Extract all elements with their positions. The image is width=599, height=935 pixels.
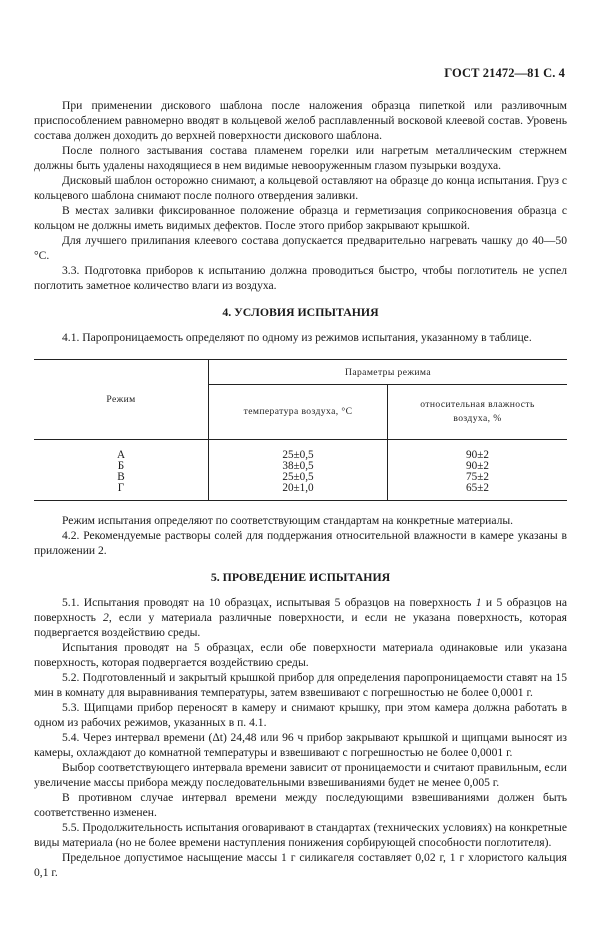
text-run: , если у материала различные поверхности, и если не указана поверхность, которая подвергается воздействию среды.	[34, 611, 567, 639]
cell-humidity: 90±2	[388, 440, 568, 462]
cell-temp: 25±0,5	[209, 440, 388, 462]
paragraph: 4.2. Рекомендуемые растворы солей для поддержания относительной влажности в камере указаны в приложении 2.	[34, 529, 567, 557]
paragraph: При применении дискового шаблона после наложения образца пипеткой или разливочным приспособлением равномерно вводят в кольцевой желоб расплавленный восковой клеевой состав. Уровень состава должен доходить до верхней поверхности дискового шаблона.	[34, 99, 567, 142]
surface-number: 2	[103, 611, 109, 624]
table-header-temp: температура воздуха, °С	[209, 385, 388, 440]
paragraph: Для лучшего прилипания клеевого состава допускается предварительно нагревать чашку до 40—50 °С.	[34, 234, 567, 262]
paragraph: Выбор соответствующего интервала времени зависит от проницаемости и считают правильным, если увеличение массы прибора между последовательными взвешиваниями будет не менее 0,005 г.	[34, 761, 567, 789]
paragraph: Предельное допустимое насыщение массы 1 г силикагеля составляет 0,02 г, 1 г хлористого кальция 0,1 г.	[34, 851, 567, 879]
page-header: ГОСТ 21472—81 С. 4	[444, 66, 565, 80]
paragraph: 5.4. Через интервал времени (Δt) 24,48 или 96 ч прибор закрывают крышкой и щипцами выносят из камеры, охлаждают до комнатной температуры и взвешивают с погрешностью не более 0,0001 г.	[34, 731, 567, 759]
section-4-title: 4. УСЛОВИЯ ИСПЫТАНИЯ	[222, 305, 379, 319]
text-run: 5.1. Испытания проводят на 10 образцах, испытывая 5 образцов на поверхность	[62, 596, 476, 609]
cell-humidity: 65±2	[388, 483, 568, 501]
paragraph: 5.5. Продолжительность испытания оговаривают в стандартах (технических условиях) на конкретные виды материала (но не более времени наступления понижения сорбирующей способности поглотителя).	[34, 821, 567, 849]
table-header-mode: Режим	[34, 360, 209, 440]
cell-temp: 20±1,0	[209, 483, 388, 501]
mode-table	[34, 359, 567, 501]
cell-humidity: 90±2	[388, 461, 568, 472]
paragraph: Режим испытания определяют по соответствующим стандартам на конкретные материалы.	[62, 514, 514, 527]
paragraph: В противном случае интервал времени между последующими взвешиваниями должен быть соответственно изменен.	[34, 791, 567, 819]
paragraph: 4.1. Паропроницаемость определяют по одному из режимов испытания, указанному в таблице.	[62, 331, 532, 344]
surface-number: 1	[475, 596, 482, 609]
cell-mode: Б	[117, 460, 125, 472]
paragraph: 3.3. Подготовка приборов к испытанию должна проводиться быстро, чтобы поглотитель не успел поглотить заметное количество влаги из воздуха.	[34, 264, 567, 292]
cell-mode: В	[117, 471, 125, 483]
paragraph: В местах заливки фиксированное положение образца и герметизация соприкосновения образца с кольцом не должны иметь видимых дефектов. После этого прибор закрывают крышкой.	[34, 204, 567, 232]
paragraph: Дисковый шаблон осторожно снимают, а кольцевой оставляют на образце до конца испытания. Груз с кольцевого шаблона снимают после полного отвердения заливки.	[34, 174, 567, 202]
table-header-humidity: относительная влажность воздуха, %	[388, 385, 568, 440]
cell-humidity: 75±2	[388, 472, 568, 483]
cell-mode: Г	[34, 483, 209, 501]
paragraph	[34, 595, 567, 640]
table-row	[34, 483, 567, 501]
text-run: и 5 образцов на поверхность	[34, 596, 567, 624]
document-body	[34, 98, 567, 880]
table-row	[34, 440, 567, 462]
section-5-title: 5. ПРОВЕДЕНИЕ ИСПЫТАНИЯ	[210, 570, 391, 584]
paragraph: 5.2. Подготовленный и закрытый крышкой прибор для определения паропроницаемости ставят на 15 мин в комнату для выравнивания температуры, затем взвешивают с погрешностью не более 0,0001 г.	[34, 671, 567, 699]
table-header-params: Параметры режима	[209, 360, 568, 385]
paragraph: После полного застывания состава пламенем горелки или нагретым металлическим стержнем должны быть удалены находящиеся в нем видимые невооруженным глазом пузырьки воздуха.	[34, 144, 567, 172]
cell-mode: А	[34, 440, 209, 462]
cell-temp: 38±0,5	[209, 461, 388, 472]
paragraph: Испытания проводят на 5 образцах, если обе поверхности материала одинаковые или указана поверхность, которая подвергается воздействию среды.	[34, 641, 567, 669]
paragraph: 5.3. Щипцами прибор переносят в камеру и снимают крышку, при этом камера должна работать в одном из рабочих режимов, указанных в п. 4.1.	[34, 701, 567, 729]
cell-temp: 25±0,5	[209, 472, 388, 483]
